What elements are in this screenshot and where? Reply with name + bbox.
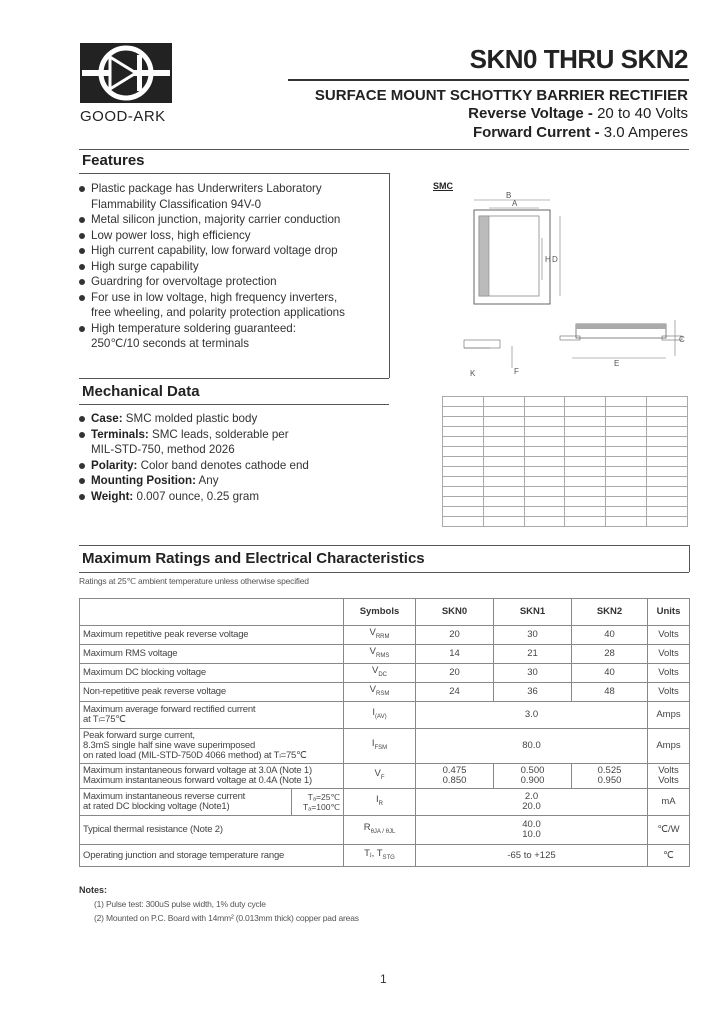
ratings-rule-right	[689, 545, 690, 572]
feature-item: For use in low voltage, high frequency inverters,	[79, 290, 384, 306]
mechanical-list	[79, 411, 384, 504]
dimension-cell	[443, 487, 484, 497]
row-value-skn0: 14	[416, 645, 494, 664]
features-divider	[389, 173, 390, 378]
dimension-cell	[647, 467, 688, 477]
feature-item: High temperature soldering guaranteed:	[79, 321, 384, 337]
dimension-cell	[565, 477, 606, 487]
row-value-skn2: 40	[572, 626, 648, 645]
dim-label-e: E	[614, 359, 620, 368]
dimension-cell	[647, 487, 688, 497]
logo-text: GOOD-ARK	[80, 108, 166, 125]
symbol-subscript: θJA / θJL	[370, 828, 396, 835]
row-value-skn1: 21	[494, 645, 572, 664]
row-value-skn0: 20	[416, 664, 494, 683]
symbol-subscript: R	[378, 800, 383, 807]
dimension-cell	[443, 407, 484, 417]
row-value-skn1: 36	[494, 683, 572, 702]
dimension-cell	[483, 507, 524, 517]
row-value-skn0: 20	[416, 626, 494, 645]
row-unit: ℃/W	[648, 816, 690, 845]
symbol-subscript: FSM	[374, 744, 388, 751]
ratings-note: Ratings at 25℃ ambient temperature unless otherwise specified	[79, 576, 309, 586]
notes-title: Notes:	[79, 885, 108, 895]
row-value-skn2: 40	[572, 664, 648, 683]
dimension-cell	[647, 497, 688, 507]
dimension-cell	[606, 467, 647, 477]
note-1: (1) Pulse test: 300uS pulse width, 1% duty cycle	[94, 899, 266, 909]
symbol-subscript: RSM	[376, 690, 390, 697]
ratings-row	[80, 702, 690, 729]
row-unit: Amps	[648, 702, 690, 729]
dimension-cell	[483, 447, 524, 457]
dimension-cell	[647, 477, 688, 487]
dimension-cell	[443, 437, 484, 447]
row-value-all: 40.0 10.0	[416, 816, 648, 845]
dimension-cell	[483, 427, 524, 437]
row-symbol	[344, 645, 416, 664]
dimension-cell	[443, 427, 484, 437]
dimension-cell	[606, 437, 647, 447]
symbol-subscript: STG	[382, 854, 395, 861]
row-description: Non-repetitive peak reverse voltage	[80, 683, 344, 702]
symbol-main: I	[371, 738, 375, 750]
ratings-row	[80, 626, 690, 645]
row-value-skn1: 0.500 0.900	[494, 764, 572, 789]
ratings-row	[80, 683, 690, 702]
row-value-skn2: 48	[572, 683, 648, 702]
dim-label-c: C	[679, 335, 685, 344]
row-symbol	[344, 729, 416, 764]
dimension-row	[443, 477, 688, 487]
dimension-cell	[565, 507, 606, 517]
feature-item: High surge capability	[79, 259, 384, 275]
note-2: (2) Mounted on P.C. Board with 14mm² (0.013mm thick) copper pad areas	[94, 913, 359, 923]
dimension-cell	[524, 447, 565, 457]
row-value-skn1: 30	[494, 664, 572, 683]
dimension-cell	[524, 467, 565, 477]
row-symbol	[344, 626, 416, 645]
dimension-cell	[565, 487, 606, 497]
row-description: Maximum instantaneous reverse current at rated DC blocking voltage (Note1)	[80, 789, 292, 816]
ratings-row	[80, 664, 690, 683]
dim-label-b: B	[506, 191, 512, 200]
dimension-cell	[443, 497, 484, 507]
dimension-row	[443, 507, 688, 517]
row-symbol	[344, 702, 416, 729]
ratings-row	[80, 789, 690, 816]
dimension-row	[443, 417, 688, 427]
ratings-header-row	[80, 599, 690, 626]
dimension-cell	[565, 517, 606, 527]
feature-item: Guardring for overvoltage protection	[79, 274, 384, 290]
dimension-cell	[606, 417, 647, 427]
mechanical-title: Mechanical Data	[82, 383, 200, 400]
header-symbols: Symbols	[344, 599, 416, 626]
row-value-skn0: 0.475 0.850	[416, 764, 494, 789]
dimension-cell	[647, 447, 688, 457]
dimension-cell	[483, 517, 524, 527]
mechanical-rule	[79, 404, 389, 405]
row-unit: Volts	[648, 664, 690, 683]
dimension-cell	[647, 407, 688, 417]
row-symbol	[344, 683, 416, 702]
mechanical-item: Weight: 0.007 ounce, 0.25 gram	[79, 489, 384, 505]
dimension-cell	[565, 417, 606, 427]
reverse-voltage-line: Reverse Voltage - 20 to 40 Volts	[468, 105, 688, 122]
dim-label-f: F	[514, 367, 519, 376]
row-description: Maximum instantaneous forward voltage at 3.0A (Note 1) Maximum instantaneous forward voltage at 0.4A (Note 1)	[80, 764, 344, 789]
package-label: SMC	[433, 181, 453, 191]
dimension-cell	[443, 467, 484, 477]
dimension-cell	[565, 447, 606, 457]
row-value-all: -65 to +125	[416, 845, 648, 867]
dimension-cell	[524, 427, 565, 437]
header-units: Units	[648, 599, 690, 626]
subtitle: SURFACE MOUNT SCHOTTKY BARRIER RECTIFIER	[314, 87, 688, 104]
header-skn1: SKN1	[494, 599, 572, 626]
symbol-main: V	[369, 627, 376, 639]
header-skn2: SKN2	[572, 599, 648, 626]
symbol-subscript: (AV)	[375, 713, 387, 720]
dimension-cell	[443, 457, 484, 467]
dimension-cell	[483, 417, 524, 427]
dimension-table	[442, 396, 688, 527]
ratings-rule-bottom	[79, 572, 689, 573]
mechanical-item: MIL-STD-750, method 2026	[91, 443, 235, 456]
row-symbol	[344, 664, 416, 683]
dimension-cell	[443, 397, 484, 407]
dimension-cell	[606, 487, 647, 497]
dim-label-h: H	[545, 255, 551, 264]
page-number: 1	[380, 972, 387, 986]
dimension-cell	[647, 507, 688, 517]
row-unit: Volts	[648, 645, 690, 664]
dimension-cell	[647, 437, 688, 447]
dimension-cell	[606, 507, 647, 517]
dim-label-k: K	[470, 369, 476, 378]
symbol-main: Tⱼ, T	[364, 847, 383, 859]
symbol-main: R	[363, 822, 371, 834]
features-rule-end	[79, 378, 389, 379]
dimension-row	[443, 487, 688, 497]
dimension-cell	[443, 447, 484, 457]
dimension-cell	[443, 517, 484, 527]
feature-item: Metal silicon junction, majority carrier conduction	[79, 212, 384, 228]
row-unit: Volts	[648, 626, 690, 645]
dimension-cell	[647, 417, 688, 427]
row-symbol	[344, 845, 416, 867]
dimension-cell	[606, 397, 647, 407]
dimension-row	[443, 397, 688, 407]
dimension-cell	[565, 437, 606, 447]
symbol-subscript: DC	[378, 671, 387, 678]
feature-item: High current capability, low forward voltage drop	[79, 243, 384, 259]
dimension-cell	[483, 497, 524, 507]
features-list	[79, 181, 384, 352]
dimension-cell	[647, 397, 688, 407]
row-description: Maximum DC blocking voltage	[80, 664, 344, 683]
dimension-cell	[524, 397, 565, 407]
dimension-cell	[524, 507, 565, 517]
row-value-all: 3.0	[416, 702, 648, 729]
row-description: Typical thermal resistance (Note 2)	[80, 816, 344, 845]
mechanical-item: Terminals: SMC leads, solderable per	[79, 427, 384, 443]
dimension-cell	[443, 507, 484, 517]
row-unit: Volts	[648, 683, 690, 702]
dim-label-d: D	[552, 255, 558, 264]
row-value-skn2: 28	[572, 645, 648, 664]
row-condition: Tₐ=25℃ Tₐ=100℃	[292, 789, 344, 816]
dimension-cell	[483, 437, 524, 447]
row-unit: ℃	[648, 845, 690, 867]
row-description: Maximum average forward rectified current at Tₗ=75℃	[80, 702, 344, 729]
ratings-rule-top	[79, 545, 689, 546]
feature-item: Plastic package has Underwriters Laboratory	[79, 181, 384, 197]
mechanical-item: Mounting Position: Any	[79, 473, 384, 489]
row-value-skn1: 30	[494, 626, 572, 645]
feature-item: Low power loss, high efficiency	[79, 228, 384, 244]
row-symbol	[344, 816, 416, 845]
dimension-cell	[606, 517, 647, 527]
dimension-cell	[606, 447, 647, 457]
dimension-cell	[483, 397, 524, 407]
symbol-main: V	[374, 768, 381, 780]
forward-current-line: Forward Current - 3.0 Amperes	[472, 124, 688, 141]
dimension-cell	[524, 477, 565, 487]
dimension-row	[443, 407, 688, 417]
symbol-subscript: RMS	[376, 652, 390, 659]
symbol-main: V	[369, 646, 376, 658]
dimension-cell	[524, 437, 565, 447]
page-title: SKN0 THRU SKN2	[469, 44, 688, 74]
symbol-subscript: RRM	[375, 633, 390, 640]
feature-item: Flammability Classification 94V-0	[91, 197, 262, 211]
dim-label-a: A	[512, 199, 518, 208]
ratings-row	[80, 816, 690, 845]
dimension-cell	[524, 407, 565, 417]
header-skn0: SKN0	[416, 599, 494, 626]
dimension-cell	[524, 517, 565, 527]
row-unit: mA	[648, 789, 690, 816]
row-description: Operating junction and storage temperature range	[80, 845, 344, 867]
features-rule-bottom	[79, 173, 389, 174]
dimension-cell	[565, 457, 606, 467]
symbol-main: V	[371, 665, 379, 677]
dimension-row	[443, 447, 688, 457]
row-value-all: 2.0 20.0	[416, 789, 648, 816]
row-value-skn2: 0.525 0.950	[572, 764, 648, 789]
dimension-row	[443, 517, 688, 527]
row-description: Maximum RMS voltage	[80, 645, 344, 664]
dimension-cell	[606, 497, 647, 507]
mechanical-item: Polarity: Color band denotes cathode end	[79, 458, 384, 474]
dimension-cell	[606, 427, 647, 437]
dimension-cell	[606, 477, 647, 487]
row-description: Maximum repetitive peak reverse voltage	[80, 626, 344, 645]
dimension-cell	[565, 397, 606, 407]
dimension-cell	[524, 487, 565, 497]
dimension-cell	[483, 487, 524, 497]
dimension-cell	[565, 427, 606, 437]
mechanical-item: Case: SMC molded plastic body	[79, 411, 384, 427]
package-drawing	[428, 180, 690, 380]
dimension-row	[443, 437, 688, 447]
row-value-skn0: 24	[416, 683, 494, 702]
ratings-row	[80, 845, 690, 867]
dimension-row	[443, 457, 688, 467]
ratings-table	[79, 598, 690, 867]
dimension-row	[443, 497, 688, 507]
dimension-cell	[443, 477, 484, 487]
row-description: Peak forward surge current, 8.3mS single half sine wave superimposed on rated load (MIL-STD-750D 4066 method) at Tₗ=75℃	[80, 729, 344, 764]
dimension-cell	[483, 457, 524, 467]
dimension-cell	[524, 497, 565, 507]
dimension-cell	[647, 457, 688, 467]
dimension-cell	[647, 427, 688, 437]
ratings-row	[80, 729, 690, 764]
dimension-cell	[606, 457, 647, 467]
dimension-cell	[483, 477, 524, 487]
dimension-cell	[565, 467, 606, 477]
dimension-cell	[606, 407, 647, 417]
ratings-row	[80, 645, 690, 664]
ratings-title: Maximum Ratings and Electrical Characteristics	[82, 550, 425, 567]
row-unit: Volts Volts	[648, 764, 690, 789]
dimension-cell	[565, 407, 606, 417]
ratings-row	[80, 764, 690, 789]
row-symbol	[344, 764, 416, 789]
dimension-cell	[483, 467, 524, 477]
row-symbol	[344, 789, 416, 816]
dimension-cell	[483, 407, 524, 417]
dimension-row	[443, 427, 688, 437]
feature-item: free wheeling, and polarity protection applications	[91, 306, 345, 319]
company-logo	[80, 43, 172, 103]
dimension-cell	[524, 457, 565, 467]
title-rule	[288, 79, 689, 81]
features-title: Features	[82, 152, 145, 169]
dimension-cell	[565, 497, 606, 507]
symbol-main: I	[372, 707, 376, 719]
symbol-subscript: F	[380, 774, 385, 781]
row-unit: Amps	[648, 729, 690, 764]
symbol-main: V	[369, 684, 376, 696]
symbol-main: I	[376, 794, 379, 806]
dimension-cell	[647, 517, 688, 527]
dimension-cell	[443, 417, 484, 427]
dimension-row	[443, 467, 688, 477]
dimension-cell	[524, 417, 565, 427]
row-value-all: 80.0	[416, 729, 648, 764]
feature-item: 250℃/10 seconds at terminals	[91, 337, 250, 350]
features-rule-top	[79, 149, 689, 150]
